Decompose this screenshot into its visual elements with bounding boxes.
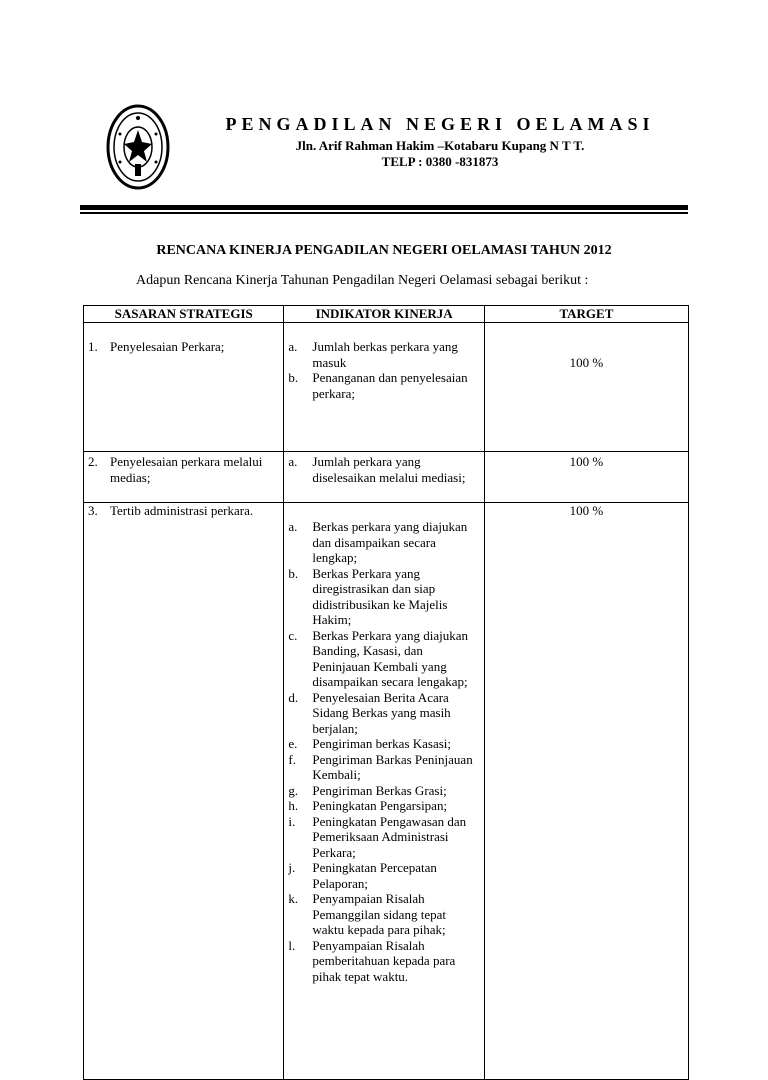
document-title: RENCANA KINERJA PENGADILAN NEGERI OELAMASI TAHUN 2012: [156, 243, 612, 258]
list-item: h. Peningkatan Pengarsipan;: [288, 798, 448, 813]
sasaran-text: Penyelesaian perkara melalui medias;: [110, 454, 263, 485]
list-item: a. Jumlah perkara yang diselesaikan melalui mediasi;: [288, 454, 466, 485]
intro-paragraph: Adapun Rencana Kinerja Tahunan Pengadilan Negeri Oelamasi sebagai berikut :: [136, 273, 589, 288]
list-item: i. Peningkatan Pengawasan dan Pemeriksaan Administrasi Perkara;: [288, 813, 467, 860]
target-cell: 100 %: [484, 452, 688, 503]
indikator-cell: [284, 323, 484, 452]
org-phone: TELP : 0380 -831873: [381, 154, 499, 169]
table-row: [84, 323, 689, 452]
list-item: e. Pengiriman berkas Kasasi;: [288, 736, 452, 751]
list-item: g. Pengiriman Berkas Grasi;: [288, 782, 447, 798]
list-item: c. Berkas Perkara yang diajukan Banding, Kasasi, dan Peninjauan Kembali yang disampaikan secara lengakap;: [288, 627, 468, 689]
list-item: b. Penanganan dan penyelesaian perkara;: [288, 370, 468, 401]
org-name: PENGADILAN NEGERI OELAMASI: [225, 114, 655, 134]
sasaran-cell: [84, 452, 284, 503]
header-sasaran: SASARAN STRATEGIS: [84, 306, 284, 323]
performance-plan-table: [83, 305, 689, 1080]
list-item: f. Pengiriman Barkas Peninjauan Kembali;: [288, 751, 473, 782]
sasaran-cell: [84, 323, 284, 452]
sasaran-text: Tertib administrasi perkara.: [110, 503, 254, 518]
org-address: Jln. Arif Rahman Hakim –Kotabaru Kupang N T T.: [295, 138, 585, 153]
list-item: k. Penyampaian Risalah Pemanggilan sidang tepat waktu kepada para pihak;: [288, 891, 446, 937]
list-item: b. Berkas Perkara yang diregistrasikan dan siap didistribusikan ke Majelis Hakim;: [288, 565, 448, 627]
indikator-cell: [284, 503, 484, 1080]
list-item: a. Berkas perkara yang diajukan dan disampaikan secara lengkap;: [288, 519, 468, 565]
list-item: l. Penyampaian Risalah pemberitahuan kepada para pihak tepat waktu.: [288, 937, 456, 984]
list-item: j. Peningkatan Percepatan Pelaporan;: [288, 860, 437, 891]
row-number: 2.: [88, 454, 98, 469]
sasaran-cell: [84, 503, 284, 1080]
header-indikator: INDIKATOR KINERJA: [284, 306, 484, 323]
table-row: [84, 503, 689, 1080]
header-target: TARGET: [484, 306, 688, 323]
list-item: d. Penyelesaian Berita Acara Sidang Berkas yang masih berjalan;: [288, 689, 451, 736]
table-row: [84, 452, 689, 503]
target-cell: 100 %: [484, 503, 688, 1080]
indikator-cell: [284, 452, 484, 503]
header-divider-thin: [80, 212, 688, 214]
row-number: 1.: [88, 339, 98, 354]
table-header-row: [84, 306, 689, 323]
list-item: a. Jumlah berkas perkara yang masuk: [288, 339, 458, 370]
row-number: 3.: [88, 503, 98, 518]
sasaran-text: Penyelesaian Perkara;: [110, 339, 225, 354]
target-cell: 100 %: [484, 323, 688, 452]
header-divider-thick: [80, 205, 688, 210]
